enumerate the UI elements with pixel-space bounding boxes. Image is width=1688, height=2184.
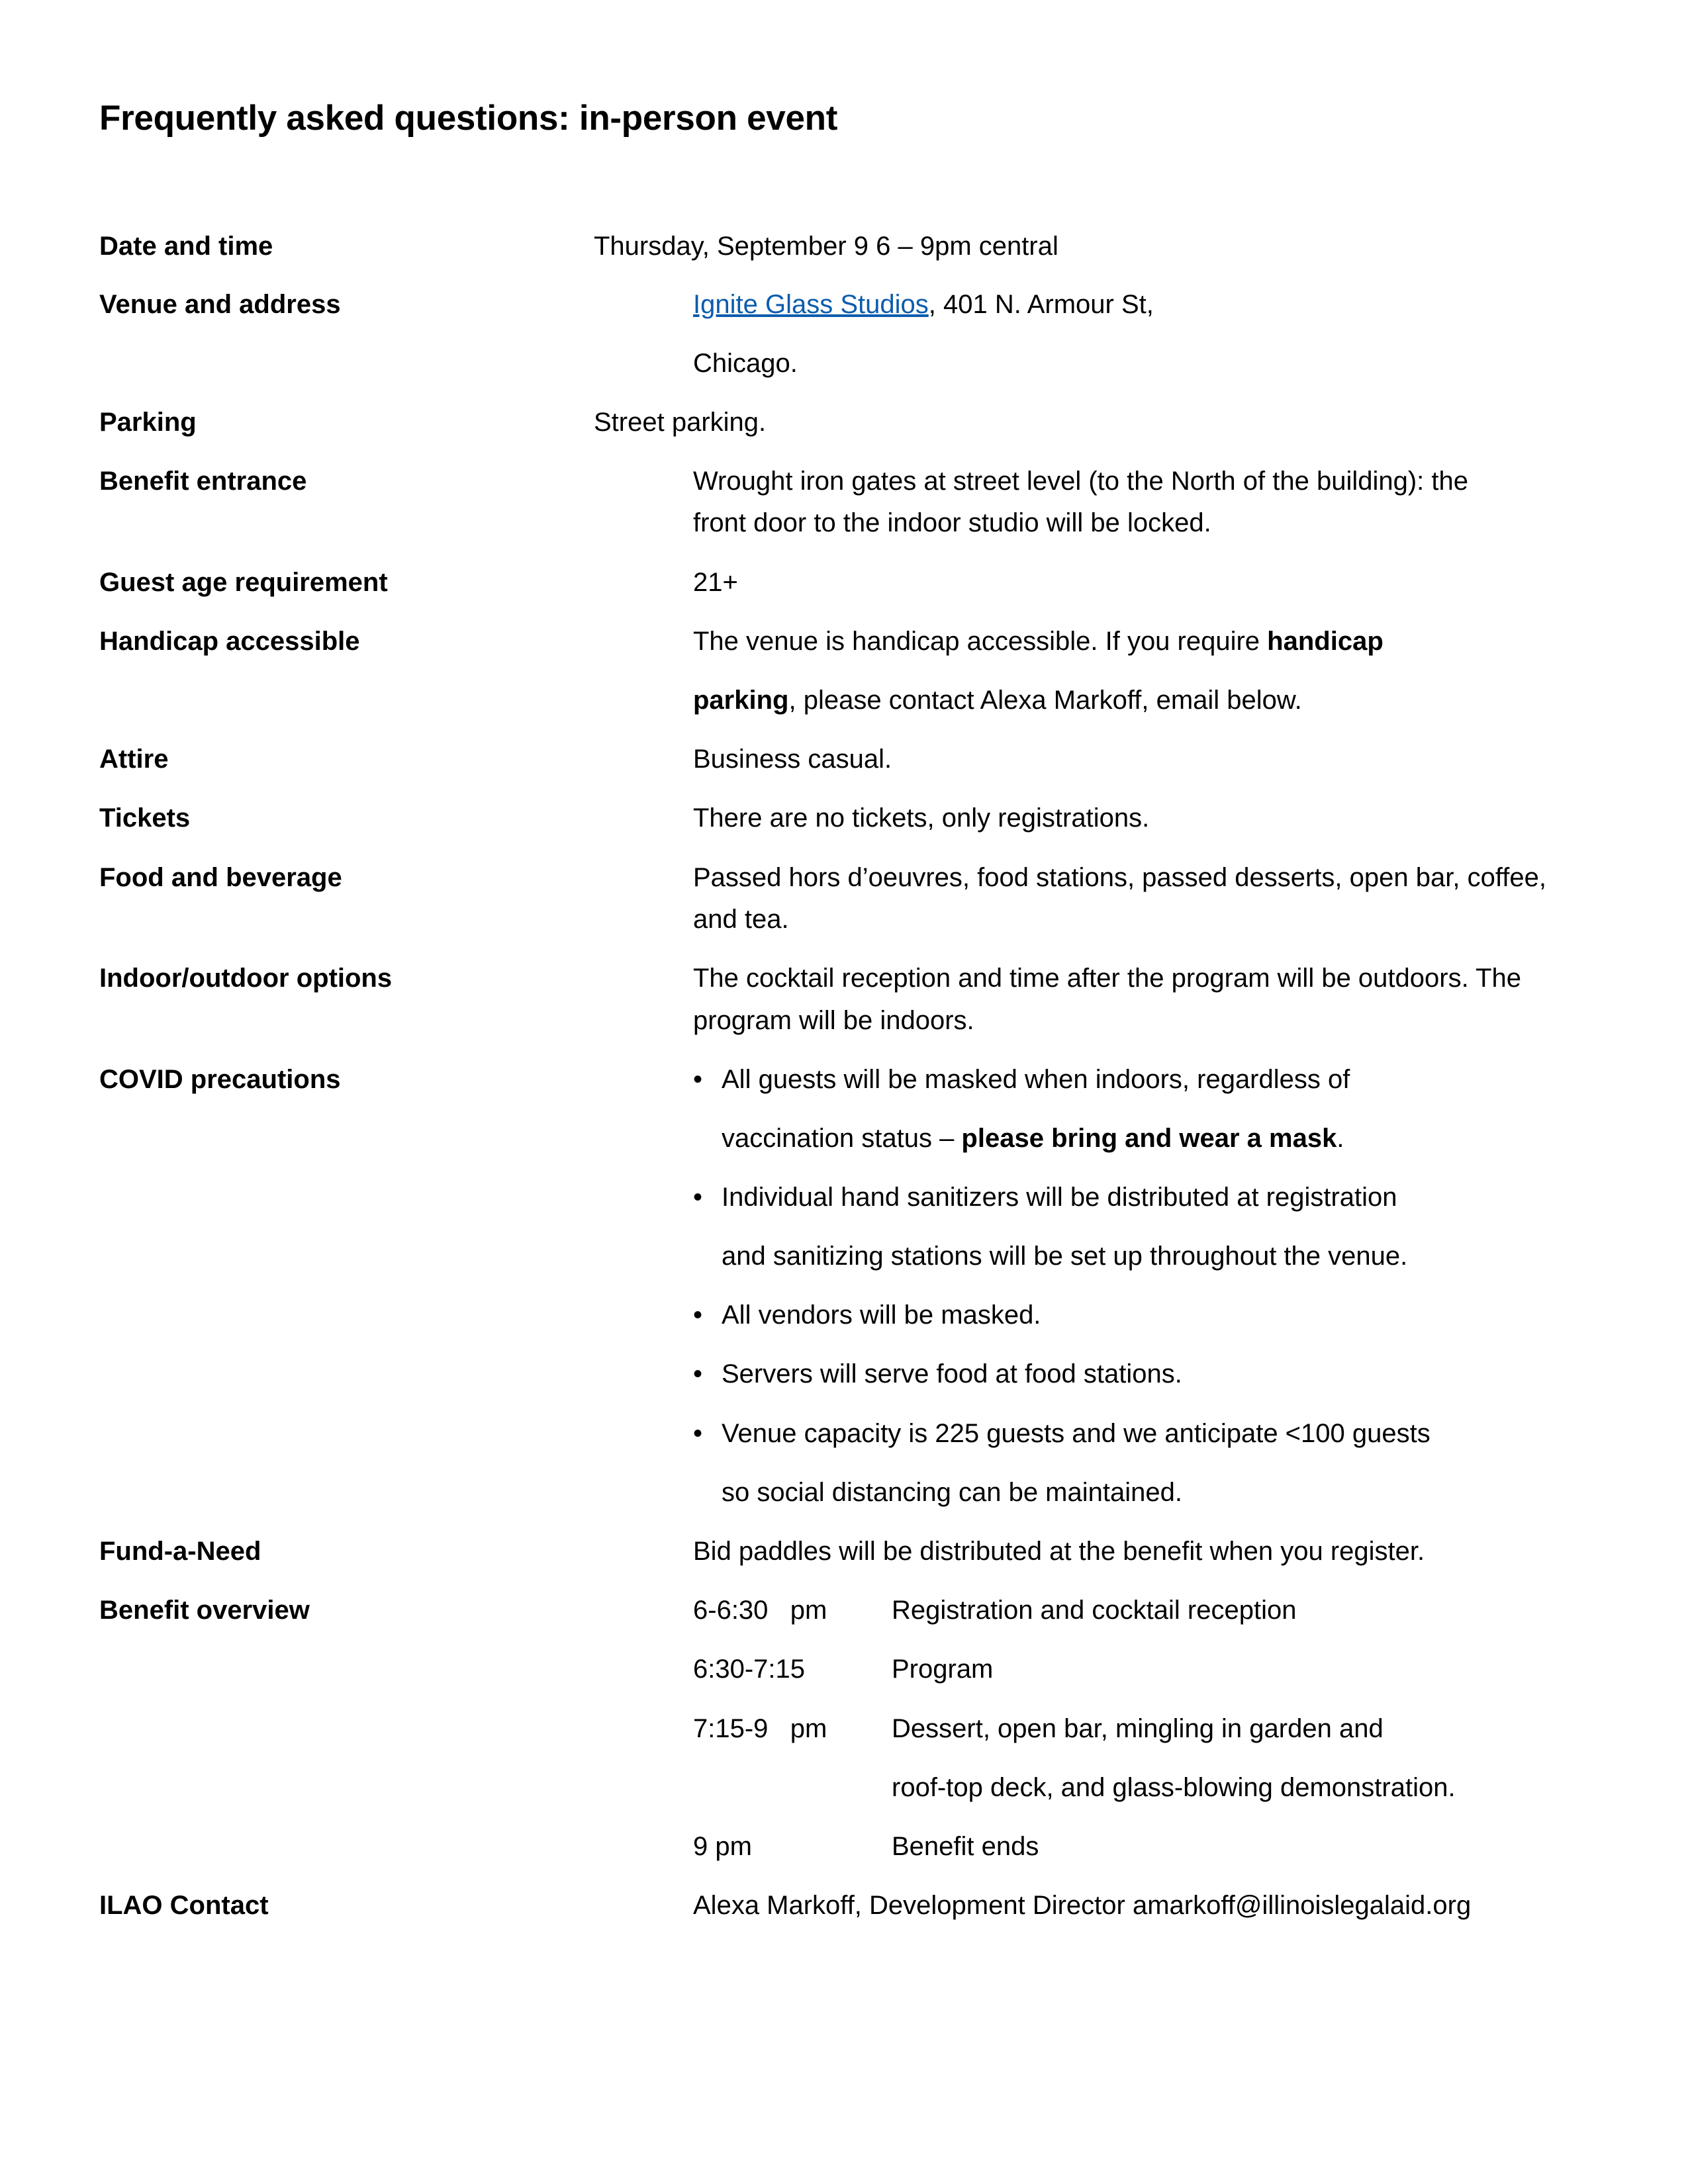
parking-value: Street parking. [594, 408, 767, 437]
indoor-line-1: The cocktail reception and time after the program will be outdoors. The [693, 964, 1522, 993]
contact-value: Alexa Markoff, Development Director amarkoff@illinoislegalaid.org [693, 1891, 1472, 1920]
covid-bullet: • [693, 1065, 703, 1094]
venue-value [693, 283, 1154, 326]
attire-label: Attire [99, 745, 169, 774]
mask-period: . [1336, 1124, 1344, 1153]
handicap-bold: handicap [1267, 627, 1383, 656]
schedule-time: 9 pm [693, 1832, 752, 1861]
date-label: Date and time [99, 232, 273, 261]
covid-bullet: • [693, 1300, 703, 1330]
age-label: Guest age requirement [99, 568, 388, 597]
covid-bullet: • [693, 1359, 703, 1388]
schedule-desc: Program [892, 1655, 994, 1684]
parking-label: Parking [99, 408, 197, 437]
indoor-label: Indoor/outdoor options [99, 964, 393, 993]
covid-bullet: • [693, 1183, 703, 1212]
covid-bullet-3: All vendors will be masked. [722, 1300, 1041, 1330]
schedule-desc: Registration and cocktail reception [892, 1596, 1297, 1625]
schedule-desc: roof-top deck, and glass-blowing demonstration. [892, 1773, 1456, 1802]
covid-bullet-2-line-1: Individual hand sanitizers will be distributed at registration [722, 1183, 1397, 1212]
overview-label: Benefit overview [99, 1596, 310, 1625]
covid-bullet-1-line-1: All guests will be masked when indoors, regardless of [722, 1065, 1350, 1094]
handicap-line-1 [693, 620, 1383, 662]
indoor-line-2: program will be indoors. [693, 1006, 974, 1035]
entrance-line-1: Wrought iron gates at street level (to the North of the building): the [693, 467, 1469, 496]
venue-city: Chicago. [693, 349, 798, 378]
schedule-time: 6:30-7:15 [693, 1655, 806, 1684]
venue-address: , 401 N. Armour St, [928, 290, 1154, 319]
schedule-time: 6-6:30 pm [693, 1596, 827, 1625]
vaccination-text: vaccination status – [722, 1124, 962, 1153]
covid-bullet-5-line-1: Venue capacity is 225 guests and we anticipate <100 guests [722, 1419, 1430, 1448]
schedule-time: 7:15-9 pm [693, 1714, 827, 1743]
covid-bullet-1-line-2 [722, 1117, 1344, 1160]
parking-bold: parking [693, 686, 789, 715]
schedule-desc: Benefit ends [892, 1832, 1039, 1861]
contact-label: ILAO Contact [99, 1891, 269, 1920]
handicap-text: The venue is handicap accessible. If you require [693, 627, 1268, 656]
page-title: Frequently asked questions: in-person event [99, 99, 838, 138]
covid-bullet-4: Servers will serve food at food stations. [722, 1359, 1182, 1388]
age-value: 21+ [693, 568, 738, 597]
handicap-line-2 [693, 679, 1302, 721]
entrance-label: Benefit entrance [99, 467, 307, 496]
covid-bullet-2-line-2: and sanitizing stations will be set up throughout the venue. [722, 1242, 1408, 1271]
tickets-label: Tickets [99, 803, 191, 833]
schedule-desc: Dessert, open bar, mingling in garden and [892, 1714, 1383, 1743]
mask-bold: please bring and wear a mask [961, 1124, 1337, 1153]
handicap-label: Handicap accessible [99, 627, 360, 656]
food-label: Food and beverage [99, 863, 342, 892]
handicap-contact-text: , please contact Alexa Markoff, email below. [788, 686, 1302, 715]
food-line-1: Passed hors d’oeuvres, food stations, passed desserts, open bar, coffee, [693, 863, 1546, 892]
fund-value: Bid paddles will be distributed at the benefit when you register. [693, 1537, 1425, 1566]
attire-value: Business casual. [693, 745, 892, 774]
tickets-value: There are no tickets, only registrations. [693, 803, 1150, 833]
venue-link[interactable]: Ignite Glass Studios [693, 290, 929, 319]
food-line-2: and tea. [693, 905, 789, 934]
entrance-line-2: front door to the indoor studio will be locked. [693, 508, 1211, 537]
covid-label: COVID precautions [99, 1065, 341, 1094]
covid-bullet: • [693, 1419, 703, 1448]
date-value: Thursday, September 9 6 – 9pm central [594, 232, 1058, 261]
covid-bullet-5-line-2: so social distancing can be maintained. [722, 1478, 1182, 1507]
venue-label: Venue and address [99, 290, 341, 319]
fund-label: Fund-a-Need [99, 1537, 261, 1566]
